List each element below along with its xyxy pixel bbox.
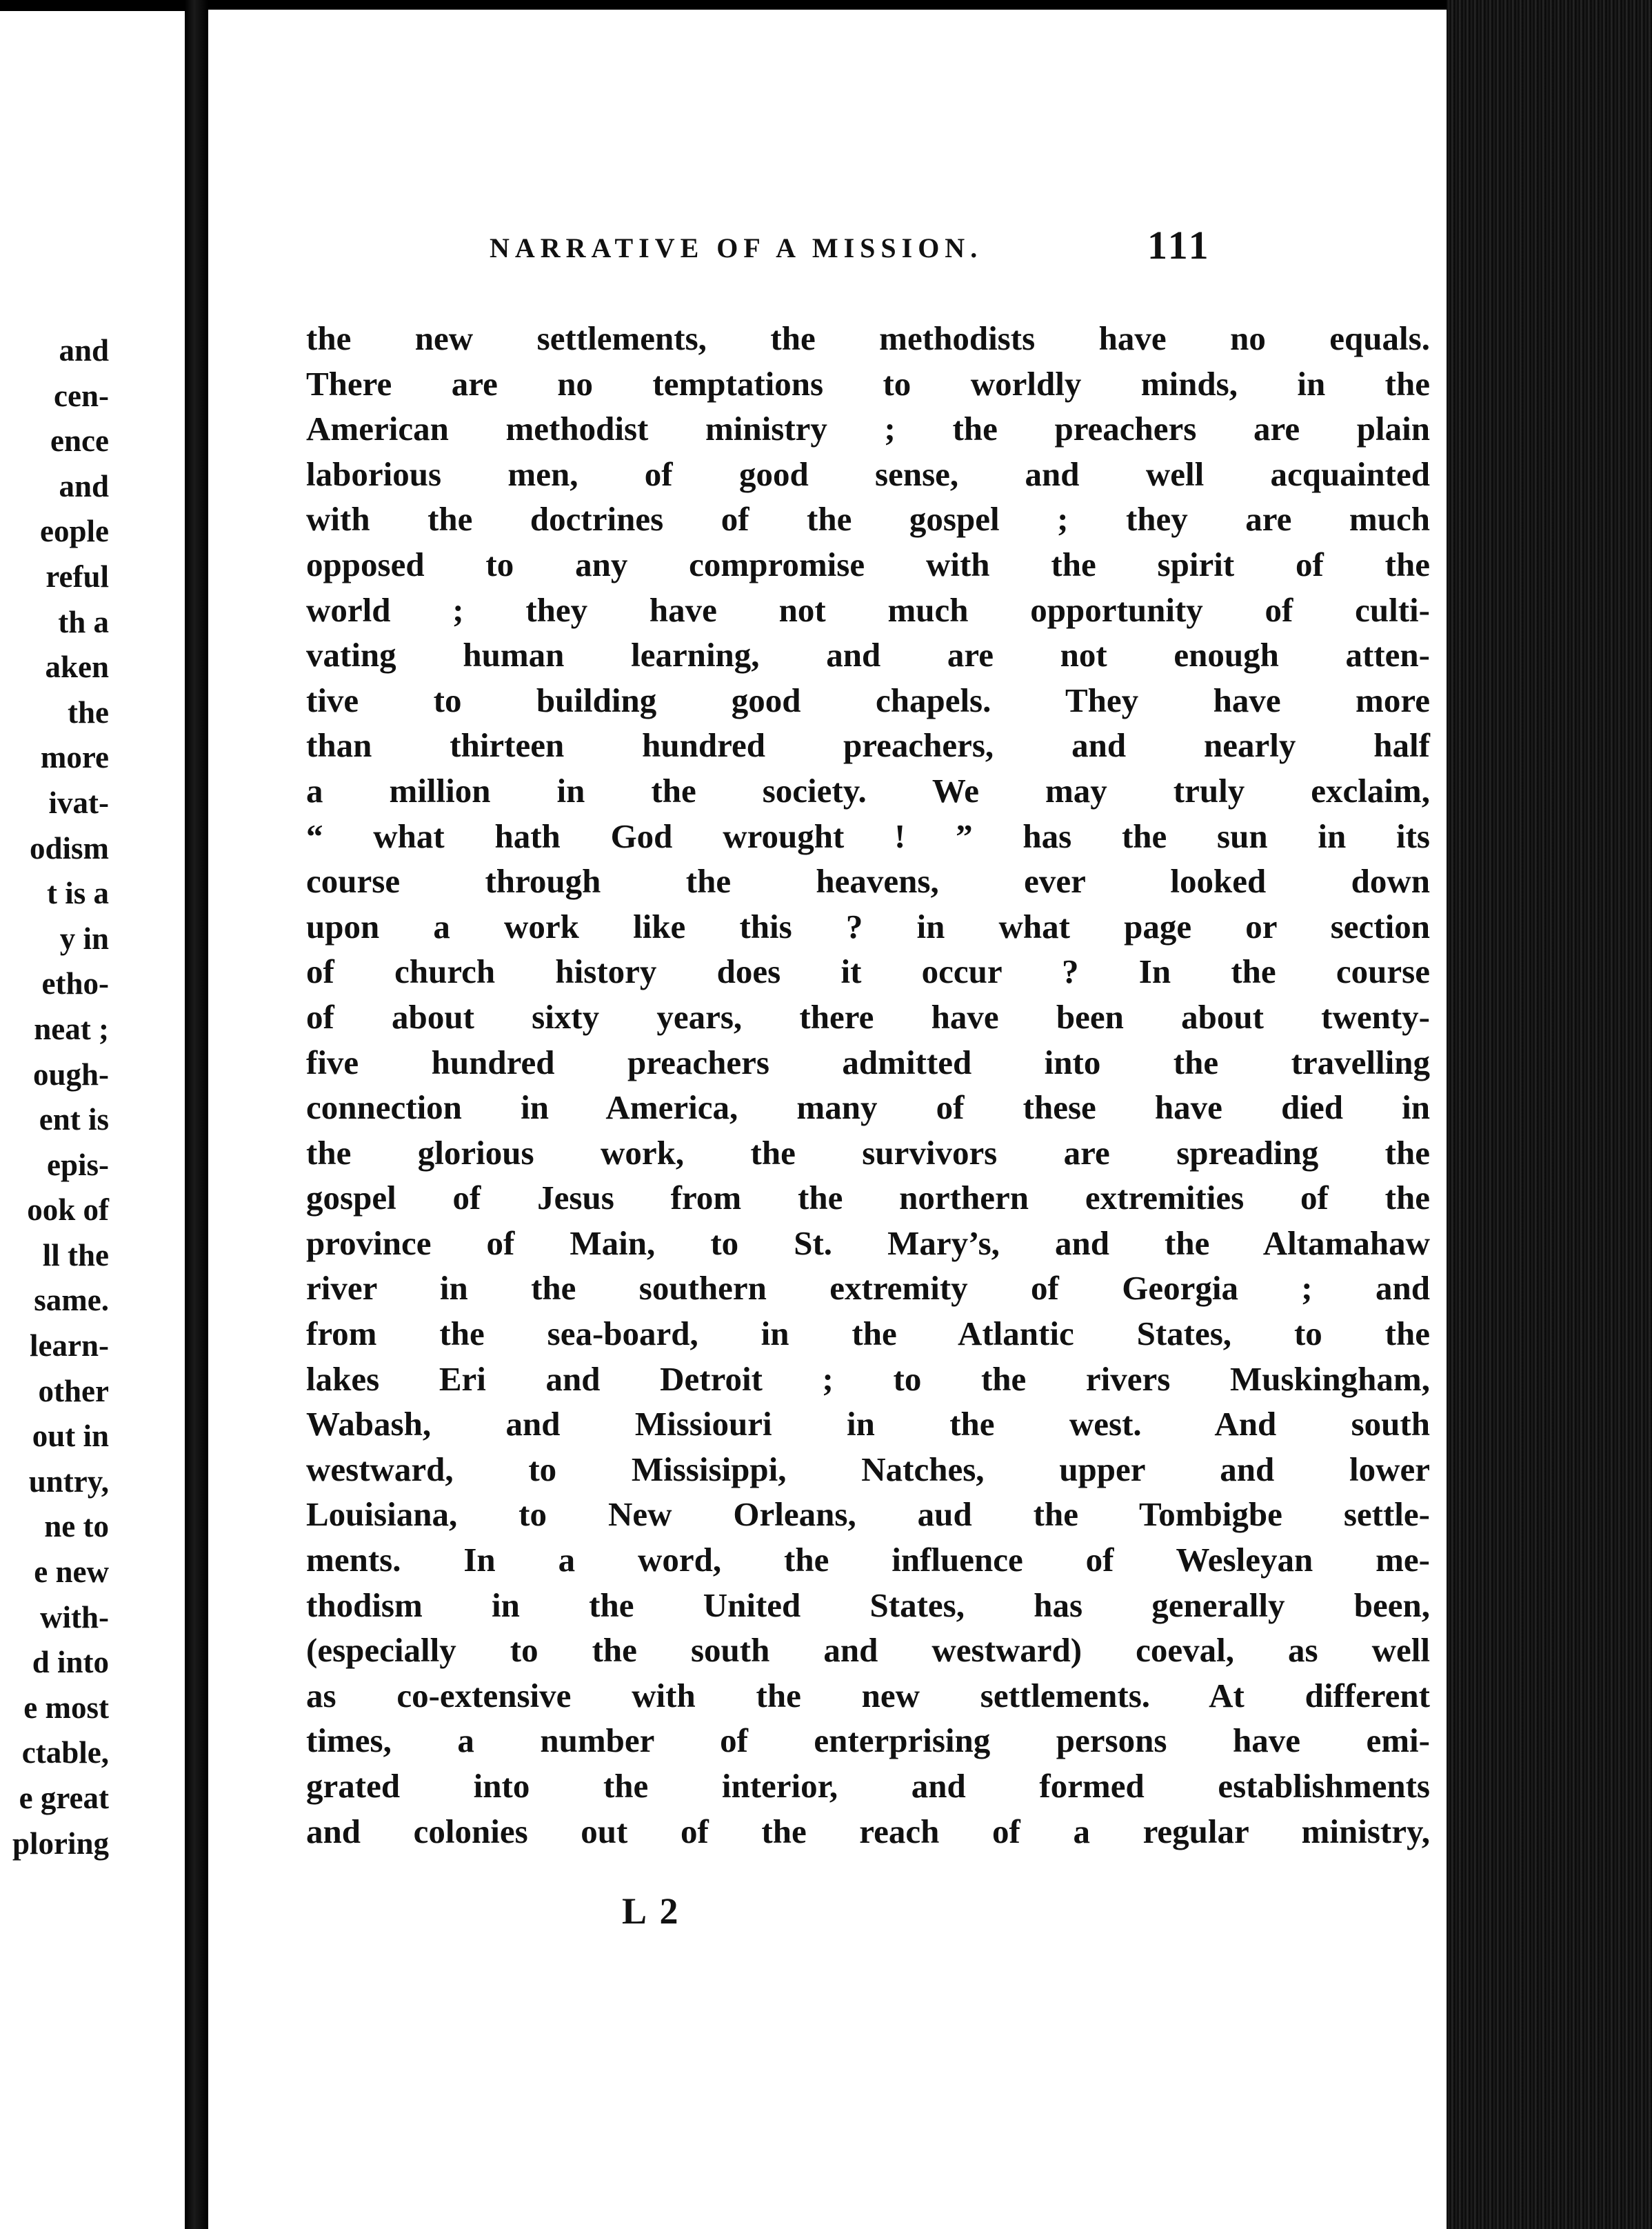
- left-line-fragment: eople: [40, 514, 109, 549]
- left-line-fragment: neat ;: [34, 1011, 109, 1046]
- signature-mark: L 2: [622, 1890, 681, 1932]
- text-line: world ; they have not much opportunity of culti-: [306, 590, 1430, 629]
- page-number: 111: [1147, 223, 1211, 268]
- text-line: There are no temptations to worldly minds, in the: [306, 364, 1430, 403]
- left-line-fragment: odism: [29, 830, 109, 866]
- text-line: gospel of Jesus from the northern extremities of the: [306, 1179, 1430, 1217]
- left-line-fragment: ne to: [44, 1509, 109, 1544]
- left-line-fragment: with-: [40, 1599, 109, 1635]
- text-line: province of Main, to St. Mary’s, and the Altamahaw: [306, 1223, 1430, 1262]
- text-line: the glorious work, the survivors are spreading the: [306, 1133, 1430, 1172]
- left-line-fragment: ivat-: [48, 785, 109, 820]
- text-line: westward, to Missisippi, Natches, upper and lower: [306, 1450, 1430, 1488]
- text-line: course through the heavens, ever looked down: [306, 862, 1430, 901]
- text-line: with the doctrines of the gospel ; they are much: [306, 500, 1430, 539]
- left-line-fragment: epis-: [47, 1147, 109, 1182]
- left-line-fragment: e great: [19, 1781, 109, 1815]
- text-line: a million in the society. We may truly exclaim,: [306, 771, 1430, 810]
- left-line-fragment: ll the: [42, 1237, 109, 1272]
- text-line: as co-extensive with the new settlements. At different: [306, 1676, 1430, 1715]
- text-line: lakes Eri and Detroit ; to the rivers Muskingham,: [306, 1359, 1430, 1398]
- left-line-fragment: out in: [32, 1419, 109, 1454]
- left-line-fragment: cen-: [54, 378, 109, 413]
- text-line: of church history does it occur ? In the course: [306, 952, 1430, 991]
- left-line-fragment: ploring: [12, 1826, 109, 1861]
- left-line-fragment: ent is: [39, 1102, 109, 1137]
- text-line: (especially to the south and westward) coeval, as well: [306, 1631, 1430, 1670]
- text-line: laborious men, of good sense, and well acquainted: [306, 454, 1430, 493]
- left-line-fragment: e most: [23, 1690, 109, 1725]
- running-head: NARRATIVE OF A MISSION.: [490, 232, 983, 263]
- left-page-text: [12, 328, 109, 1866]
- left-line-fragment: and: [59, 333, 109, 368]
- left-line-fragment: reful: [46, 559, 109, 594]
- left-line-fragment: th a: [58, 604, 109, 639]
- left-line-fragment: ence: [50, 423, 109, 459]
- left-line-fragment: e new: [34, 1555, 109, 1590]
- text-line: than thirteen hundred preachers, and nearly half: [306, 726, 1430, 765]
- left-line-fragment: and: [59, 468, 109, 503]
- left-line-fragment: learn-: [30, 1328, 109, 1363]
- text-line: times, a number of enterprising persons have emi-: [306, 1721, 1430, 1760]
- text-line: connection in America, many of these have died in: [306, 1088, 1430, 1127]
- left-page: [0, 11, 185, 2229]
- text-line: thodism in the United States, has generally been,: [306, 1586, 1430, 1624]
- text-line: American methodist ministry ; the preachers are plain: [306, 410, 1430, 448]
- body-text: [306, 316, 1430, 1854]
- left-line-fragment: the: [68, 694, 109, 730]
- text-line: opposed to any compromise with the spirit of the: [306, 545, 1430, 583]
- left-line-fragment: more: [40, 740, 109, 775]
- text-line: Wabash, and Missiouri in the west. And south: [306, 1405, 1430, 1443]
- text-line: ments. In a word, the influence of Wesleyan me-: [306, 1541, 1430, 1579]
- left-line-fragment: ctable,: [21, 1735, 109, 1770]
- left-line-fragment: untry,: [28, 1463, 109, 1499]
- text-line: tive to building good chapels. They have more: [306, 681, 1430, 719]
- left-line-fragment: t is a: [47, 876, 109, 911]
- text-line: of about sixty years, there have been about twenty-: [306, 997, 1430, 1036]
- right-page: [208, 10, 1447, 2229]
- text-line: five hundred preachers admitted into the travelling: [306, 1043, 1430, 1081]
- left-line-fragment: other: [38, 1373, 109, 1408]
- text-line: and colonies out of the reach of a regular ministry,: [306, 1812, 1430, 1850]
- text-line: river in the southern extremity of Georgia ; and: [306, 1269, 1430, 1308]
- text-line: Louisiana, to New Orleans, aud the Tombigbe settle-: [306, 1495, 1430, 1534]
- left-line-fragment: y in: [59, 921, 109, 956]
- page-edges: [1447, 0, 1652, 2229]
- left-line-fragment: aken: [45, 650, 109, 685]
- text-line: from the sea-board, in the Atlantic States, to the: [306, 1315, 1430, 1353]
- left-line-fragment: ook of: [27, 1192, 109, 1228]
- left-line-fragment: etho-: [41, 966, 109, 1001]
- text-line: the new settlements, the methodists have no equals.: [306, 319, 1430, 357]
- left-line-fragment: d into: [32, 1645, 109, 1680]
- book-gutter: [185, 0, 208, 2229]
- left-line-fragment: ough-: [32, 1057, 109, 1092]
- text-line: upon a work like this ? in what page or section: [306, 907, 1430, 946]
- text-line: “ what hath God wrought ! ” has the sun in its: [306, 817, 1430, 855]
- text-line: vating human learning, and are not enough atten-: [306, 636, 1430, 674]
- text-line: grated into the interior, and formed establishments: [306, 1767, 1430, 1805]
- left-line-fragment: same.: [34, 1283, 109, 1318]
